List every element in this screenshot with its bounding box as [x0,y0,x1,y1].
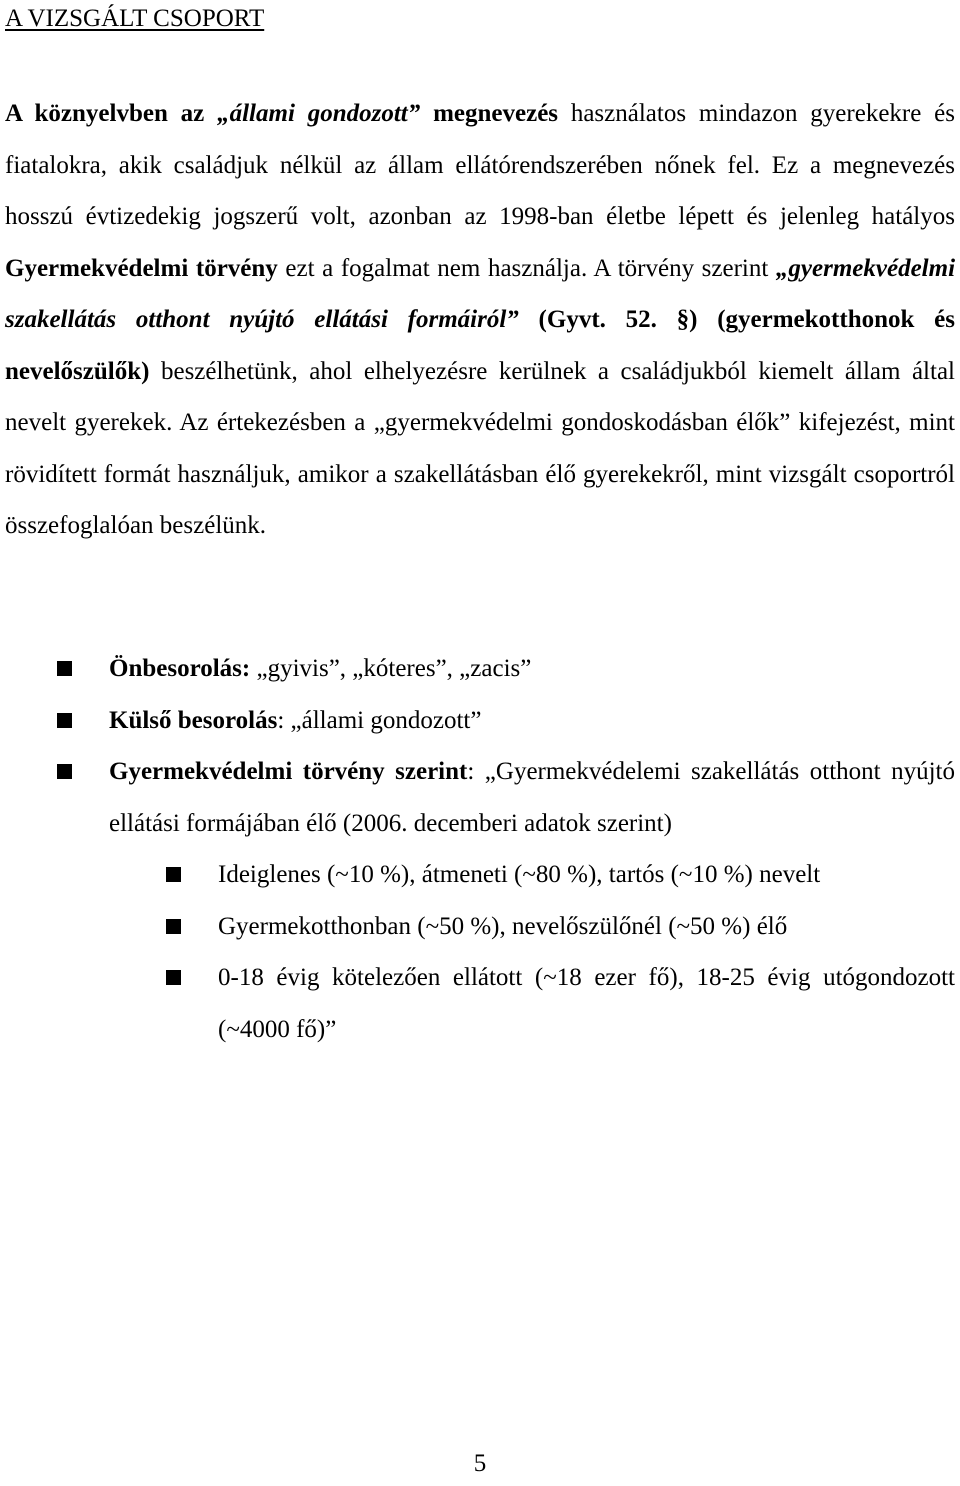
paragraph-lead: A köznyelvben az [5,100,218,127]
section-heading: A VIZSGÁLT CSOPORT [5,5,265,32]
list-item-label: Önbesorolás: [109,655,251,682]
term-allami-gondozott: „állami gondozott” [217,100,421,127]
term-gyermekvedelmi-torveny: Gyermekvédelmi törvény [5,254,278,282]
sub-list-item [218,952,955,1055]
square-bullet-icon [166,867,181,882]
square-bullet-icon [166,919,181,934]
term-megnevezes: megnevezés [420,100,559,127]
term-gyvt-reference: (Gyvt. 52. §) (gyermekotthonok és nevelőszülők) [5,306,955,385]
list-item-text: „gyivis”, „kóteres”, „zacis” [250,655,532,682]
sub-list-item-text: Gyermekotthonban (~50 %), nevelőszülőnél (~50 %) élő [218,912,788,940]
list-item-text: : „állami gondozott” [277,706,482,734]
paragraph-text-1: használatos mindazon gyerekekre és fiatalokra, akik családjuk nélkül az állam ellátórendszerében nőnek fel. Ez a megnevezés hosszú évtizedekig jogszerű volt, azonban az 1998-ban életbe lépett és jelenleg hatályos [5,100,955,230]
list-item [109,695,955,747]
square-bullet-icon [57,661,72,676]
list-item [109,746,955,849]
list-item-text: : „Gyermekvédelemi szakellátás otthont nyújtó ellátási formájában élő (2006. decemberi adatok szerint) [109,758,955,837]
square-bullet-icon [166,970,181,985]
term-szakellatas: „gyermekvédelmi szakellátás otthont nyújtó ellátási formáiról” [5,254,956,333]
list-item [109,643,955,695]
paragraph-text-3: beszélhetünk, ahol elhelyezésre kerülnek a családjukból kiemelt állam által nevelt gyerekek. Az értekezésben a „gyermekvédelmi gondoskodásban élők” kifejezést, mint rövidített formát használjuk, amikor a szakellátásban élő gyerekekről, mint vizsgált csoportról összefoglalóan beszélünk. [5,357,955,539]
list-item-label: Gyermekvédelmi törvény szerint [109,758,468,785]
sub-list-item-text: Ideiglenes (~10 %), átmeneti (~80 %), tartós (~10 %) nevelt [218,861,821,888]
square-bullet-icon [57,764,72,779]
list-item-label: Külső besorolás [109,706,278,734]
sub-list-item-text: 0-18 évig kötelezően ellátott (~18 ezer fő), 18-25 évig utógondozott (~4000 fő)” [218,964,955,1043]
sub-list-item [218,901,955,953]
classification-list [0,643,960,1055]
sub-list-item [218,849,955,901]
page-number: 5 [473,1450,487,1477]
paragraph-text-2: ezt a fogalmat nem használja. A törvény szerint [277,254,776,282]
body-paragraph [5,88,955,552]
square-bullet-icon [57,713,72,728]
